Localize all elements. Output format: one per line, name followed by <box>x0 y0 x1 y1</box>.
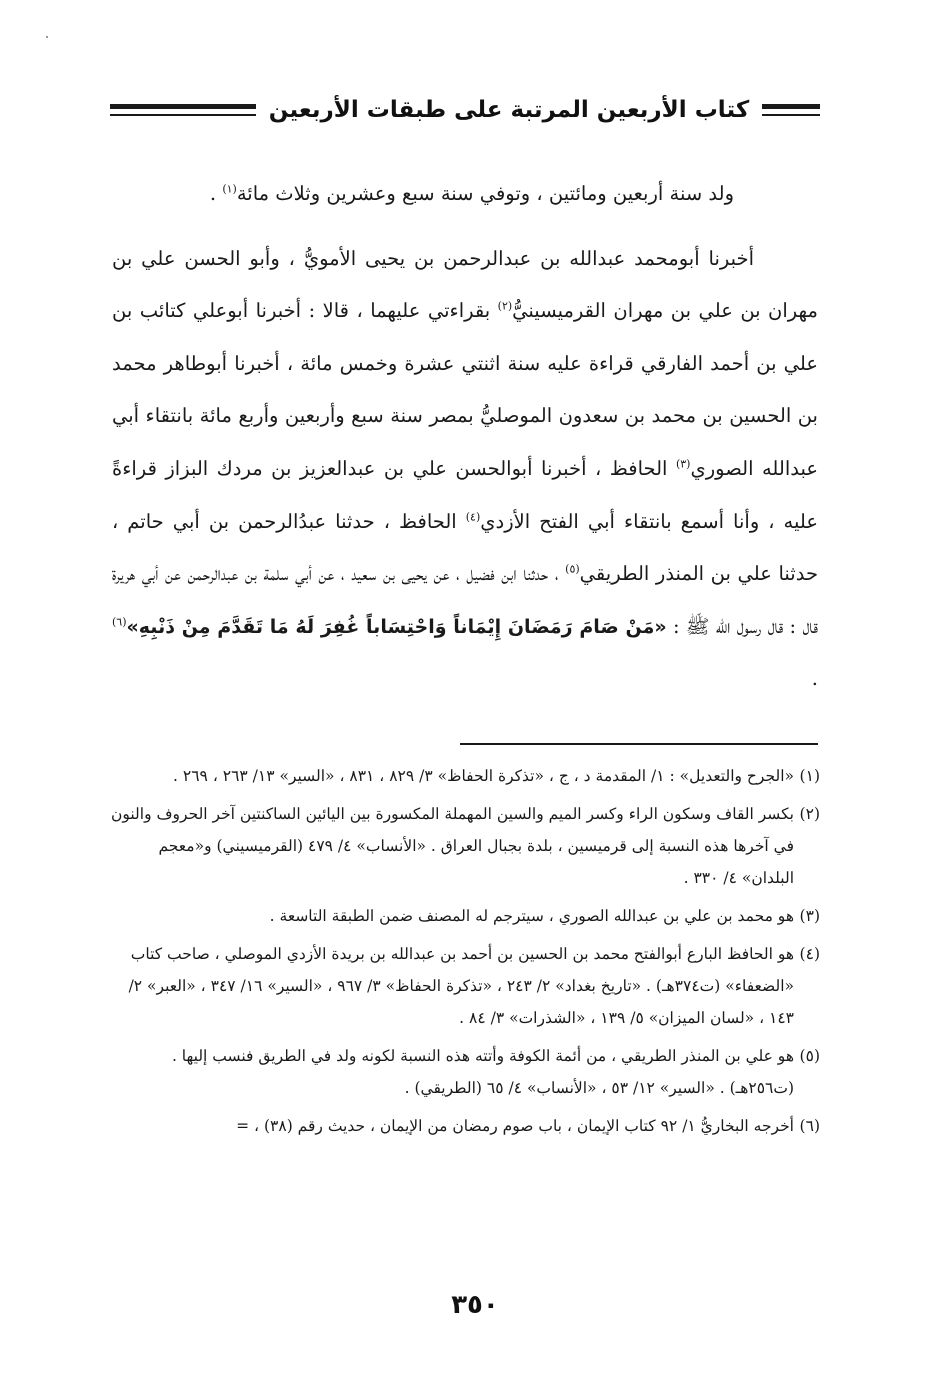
footnote-text: بكسر القاف وسكون الراء وكسر الميم والسين المهملة المكسورة بين اليائين الساكنتين آخر الحروف والنون في آخرها هذه النسبة إلى قرميسين ، بلدة بجبال العراق . «الأنساب» ٤/ ٤٧٩ (القرميسيني) و«معجم البلدان» ٤/ ٣٣٠ . <box>110 805 794 887</box>
main-text <box>112 168 818 706</box>
note-ref-3: (٣) <box>675 457 691 471</box>
footnote-5 <box>108 1040 820 1104</box>
page-number: ٣٥٠ <box>451 1290 499 1320</box>
isnad-part-d: الحافظ ، حدثنا عبدُالرحمن بن أبي حاتم ، حدثنا علي بن المنذر الطريقي <box>112 509 818 586</box>
isnad-part-b: بقراءتي عليهما ، قالا : أخبرنا أبوعلي كتائب بن علي بن أحمد الفارقي قراءة عليه سنة اثنتي عشرة وخمس مائة ، أخبرنا أبوطاهر محمد بن الحسين بن محمد بن سعدون الموصليُّ بمصر سنة سبع وأربعين وأربع مائة بانتقاء أبي عبدالله الصوري <box>112 299 818 480</box>
paragraph-2-end: . <box>811 667 818 691</box>
note-ref-1: (١) <box>222 182 237 196</box>
footnote-number: (١) <box>799 767 820 785</box>
isnad-part-e: ، حدثنا ابن فضيل ، عن يحيى بن سعيد ، عن أبي سلمة بن عبدالرحمن عن أبي هريرة قال : قال رسول الله ﷺ : <box>112 562 818 638</box>
paragraph-1-text: ولد سنة أربعين ومائتين ، وتوفي سنة سبع وعشرين وثلاث مائة <box>236 182 734 205</box>
scan-speck <box>46 36 48 38</box>
paragraph-2 <box>112 233 818 706</box>
footnote-6 <box>108 1110 820 1142</box>
footnote-number: (٢) <box>799 805 820 823</box>
running-header <box>110 88 820 132</box>
note-ref-5: (٥) <box>565 562 580 576</box>
footnote-3 <box>108 900 820 932</box>
footnote-number: (٣) <box>799 907 820 925</box>
footnote-1 <box>108 760 820 792</box>
note-ref-4: (٤) <box>465 510 481 524</box>
footnote-number: (٤) <box>799 945 820 963</box>
header-rule-right <box>762 104 820 116</box>
footnote-4 <box>108 938 820 1034</box>
hadith-matn: «مَنْ صَامَ رَمَضَانَ إِيْمَاناً وَاحْتِسَاباً غُفِرَ لَهُ مَا تَقَدَّمَ مِنْ ذَنْبِهِ» <box>126 615 667 638</box>
footnote-text: أخرجه البخاريُّ ١/ ٩٢ كتاب الإيمان ، باب صوم رمضان من الإيمان ، حديث رقم (٣٨) ، = <box>236 1117 794 1135</box>
paragraph-1 <box>112 168 818 221</box>
footnote-text: هو علي بن المنذر الطريقي ، من أئمة الكوفة وأتته هذه النسبة لكونه ولد في الطريق فنسب إليها . (ت٢٥٦هـ) . «السير» ١٢/ ٥٣ ، «الأنساب» ٤/ ٦٥ (الطريقي) . <box>171 1047 794 1097</box>
note-ref-6: (٦) <box>112 615 127 629</box>
footnote-number: (٥) <box>799 1047 820 1065</box>
footnote-text: هو الحافظ البارع أبوالفتح محمد بن الحسين بن أحمد بن عبدالله بن بريدة الأزدي الموصلي ، صاحب كتاب «الضعفاء» (ت٣٧٤هـ) . «تاريخ بغداد» ٢/ ٢٤٣ ، «تذكرة الحفاظ» ٣/ ٩٦٧ ، «السير» ١٦/ ٣٤٧ ، «العبر» ٢/ ١٤٣ ، «لسان الميزان» ٥/ ١٣٩ ، «الشذرات» ٣/ ٨٤ . <box>128 945 794 1027</box>
header-title: كتاب الأربعين المرتبة على طبقات الأربعين <box>268 97 750 123</box>
footnote-separator <box>460 743 818 745</box>
isnad-part-a: أخبرنا أبومحمد عبدالله بن عبدالرحمن بن يحيى الأمويُّ ، وأبو الحسن علي بن مهران بن علي بن مهران القرميسينيُّ <box>112 246 818 323</box>
note-ref-2: (٢) <box>497 299 513 313</box>
header-rule-left <box>110 104 256 116</box>
footnotes <box>108 760 820 1148</box>
isnad-part-c: الحافظ ، أخبرنا أبوالحسن علي بن عبدالعزيز بن مردك البزاز قراءةً عليه ، وأنا أسمع بانتقاء أبي الفتح الأزدي <box>112 456 818 533</box>
footnote-number: (٦) <box>799 1117 820 1135</box>
footnote-text: هو محمد بن علي بن عبدالله الصوري ، سيترجم له المصنف ضمن الطبقة التاسعة . <box>269 907 794 925</box>
footnote-text: «الجرح والتعديل» : ١/ المقدمة د ، ج ، «تذكرة الحفاظ» ٣/ ٨٢٩ ، ٨٣١ ، «السير» ١٣/ ٢٦٣ ، ٢٦٩ . <box>173 767 794 785</box>
paragraph-1-end: . <box>209 182 223 205</box>
footnote-2 <box>108 798 820 894</box>
